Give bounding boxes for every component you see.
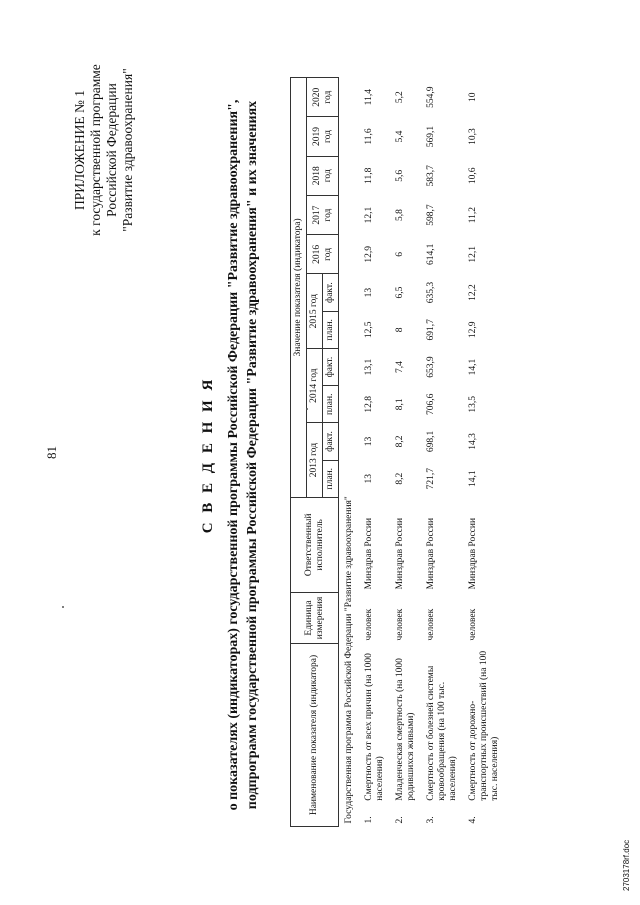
- header-plan: план.: [323, 386, 339, 423]
- cell-value: 14,3: [468, 433, 478, 450]
- row-index: 3.: [426, 816, 436, 824]
- header-year: 2016 год: [307, 235, 339, 274]
- header-plan: план.: [323, 460, 339, 497]
- header-year: 2019 год: [307, 117, 339, 156]
- cell-value: 12,1: [364, 206, 374, 224]
- header-fact: факт.: [323, 274, 339, 311]
- header-year: 2014 год: [307, 348, 323, 422]
- table-row: [421, 78, 463, 827]
- speck-mark: [62, 606, 64, 608]
- cell-value: 12,9: [468, 321, 478, 339]
- document-subtitle-line-1: о показателях (индикаторах) государственной программы Российской Федерации "Развитие здравоохранения",: [226, 99, 241, 811]
- cell-value: 10,3: [468, 128, 478, 145]
- cell-value: 698,1: [426, 430, 436, 453]
- document-title: С В Е Д Е Н И Я: [200, 376, 216, 534]
- cell-value: 12,9: [364, 246, 374, 263]
- cell-value: 11,4: [364, 89, 374, 106]
- cell-value: 11,8: [364, 167, 374, 184]
- row-unit: человек: [364, 608, 374, 641]
- row-index: 2.: [395, 816, 405, 824]
- cell-value: 12,1: [468, 246, 478, 263]
- header-plan: план.: [323, 311, 339, 348]
- speck-mark: [306, 408, 308, 410]
- header-values: Значение показателя (индикатора): [291, 78, 307, 498]
- cell-value: 721,7: [426, 468, 436, 490]
- cell-value: 11,2: [468, 206, 478, 224]
- header-year: 2018 год: [307, 156, 339, 195]
- appendix-line: "Развитие здравоохранения": [120, 68, 135, 232]
- cell-value: 10: [468, 92, 478, 102]
- header-executor: Ответственный исполнитель: [291, 497, 339, 592]
- cell-value: 8,2: [395, 472, 405, 485]
- row-index: 1.: [364, 816, 374, 824]
- row-name: Младенческая смертность (на 1000 родившихся живыми): [395, 658, 416, 801]
- cell-value: 13,5: [468, 395, 478, 413]
- row-executor: Минздрав России: [468, 517, 478, 590]
- page-number: 81: [44, 446, 59, 459]
- cell-value: 635,3: [426, 281, 436, 304]
- cell-value: 691,7: [426, 319, 436, 341]
- row-executor: Минздрав России: [364, 517, 374, 590]
- cell-value: 13: [364, 436, 374, 447]
- header-year: 2017 год: [307, 195, 339, 234]
- cell-value: 5,2: [395, 91, 405, 104]
- header-name: Наименование показателя (индикатора): [291, 644, 339, 827]
- cell-value: 653,9: [426, 356, 436, 378]
- cell-value: 13,1: [364, 358, 374, 376]
- table-row: [390, 78, 421, 827]
- row-name: Смертность от болезней системы кровообращения (на 100 тыс. населения): [426, 665, 458, 801]
- cell-value: 569,1: [426, 125, 436, 148]
- cell-value: 6,5: [395, 286, 405, 299]
- row-name: Смертность от всех причин (на 1000 населения): [364, 653, 385, 801]
- cell-value: 13: [364, 473, 374, 484]
- row-executor: Минздрав России: [395, 517, 405, 590]
- document-subtitle-line-2: подпрограмм государственной программы Российской Федерации "Развитие здравоохранения" и их значениях: [245, 100, 260, 810]
- appendix-title: ПРИЛОЖЕНИЕ № 1: [72, 89, 87, 211]
- appendix-line: к государственной программе: [88, 64, 103, 236]
- header-fact: факт.: [323, 423, 339, 460]
- header-year: 2013 год: [307, 423, 323, 497]
- cell-value: 5,4: [395, 130, 405, 143]
- cell-value: 12,8: [364, 395, 374, 413]
- row-index: 4.: [468, 816, 478, 824]
- cell-value: 6: [395, 251, 405, 257]
- cell-value: 706,6: [426, 393, 436, 415]
- appendix-line: Российской Федерации: [104, 83, 119, 217]
- indicators-table: [290, 77, 505, 827]
- table-row: [463, 78, 505, 827]
- header-unit: Единица измерения: [291, 592, 339, 643]
- row-unit: человек: [426, 608, 436, 641]
- header-fact: факт.: [323, 348, 339, 385]
- row-executor: Минздрав России: [426, 517, 436, 590]
- file-footer: 2703178rf.doc: [622, 839, 631, 891]
- appendix-block: [72, 15, 136, 285]
- header-year: 2015 год: [307, 274, 323, 348]
- header-year: 2020 год: [307, 78, 339, 117]
- cell-value: 583,7: [426, 165, 436, 187]
- row-unit: человек: [468, 608, 478, 641]
- row-unit: человек: [395, 608, 405, 641]
- cell-value: 10,6: [468, 167, 478, 185]
- cell-value: 14,1: [468, 358, 478, 376]
- cell-value: 5,8: [395, 209, 405, 222]
- cell-value: 12,2: [468, 284, 478, 301]
- section-title: Государственная программа Российской Федерации "Развитие здравоохранения": [344, 496, 354, 824]
- cell-value: 8,1: [395, 398, 405, 411]
- cell-value: 11,6: [364, 128, 374, 145]
- cell-value: 7,4: [395, 361, 405, 373]
- cell-value: 13: [364, 287, 374, 298]
- cell-value: 14,1: [468, 470, 478, 488]
- cell-value: 8: [395, 327, 405, 333]
- cell-value: 554,9: [426, 86, 436, 108]
- table-row: [359, 78, 390, 827]
- cell-value: 614,1: [426, 243, 436, 266]
- row-name: Смертность от дорожно-транспортных происшествий (на 100 тыс. населения): [468, 650, 500, 801]
- cell-value: 12,5: [364, 321, 374, 339]
- cell-value: 5,6: [395, 169, 405, 182]
- cell-value: 8,2: [395, 435, 405, 448]
- cell-value: 598,7: [426, 204, 436, 226]
